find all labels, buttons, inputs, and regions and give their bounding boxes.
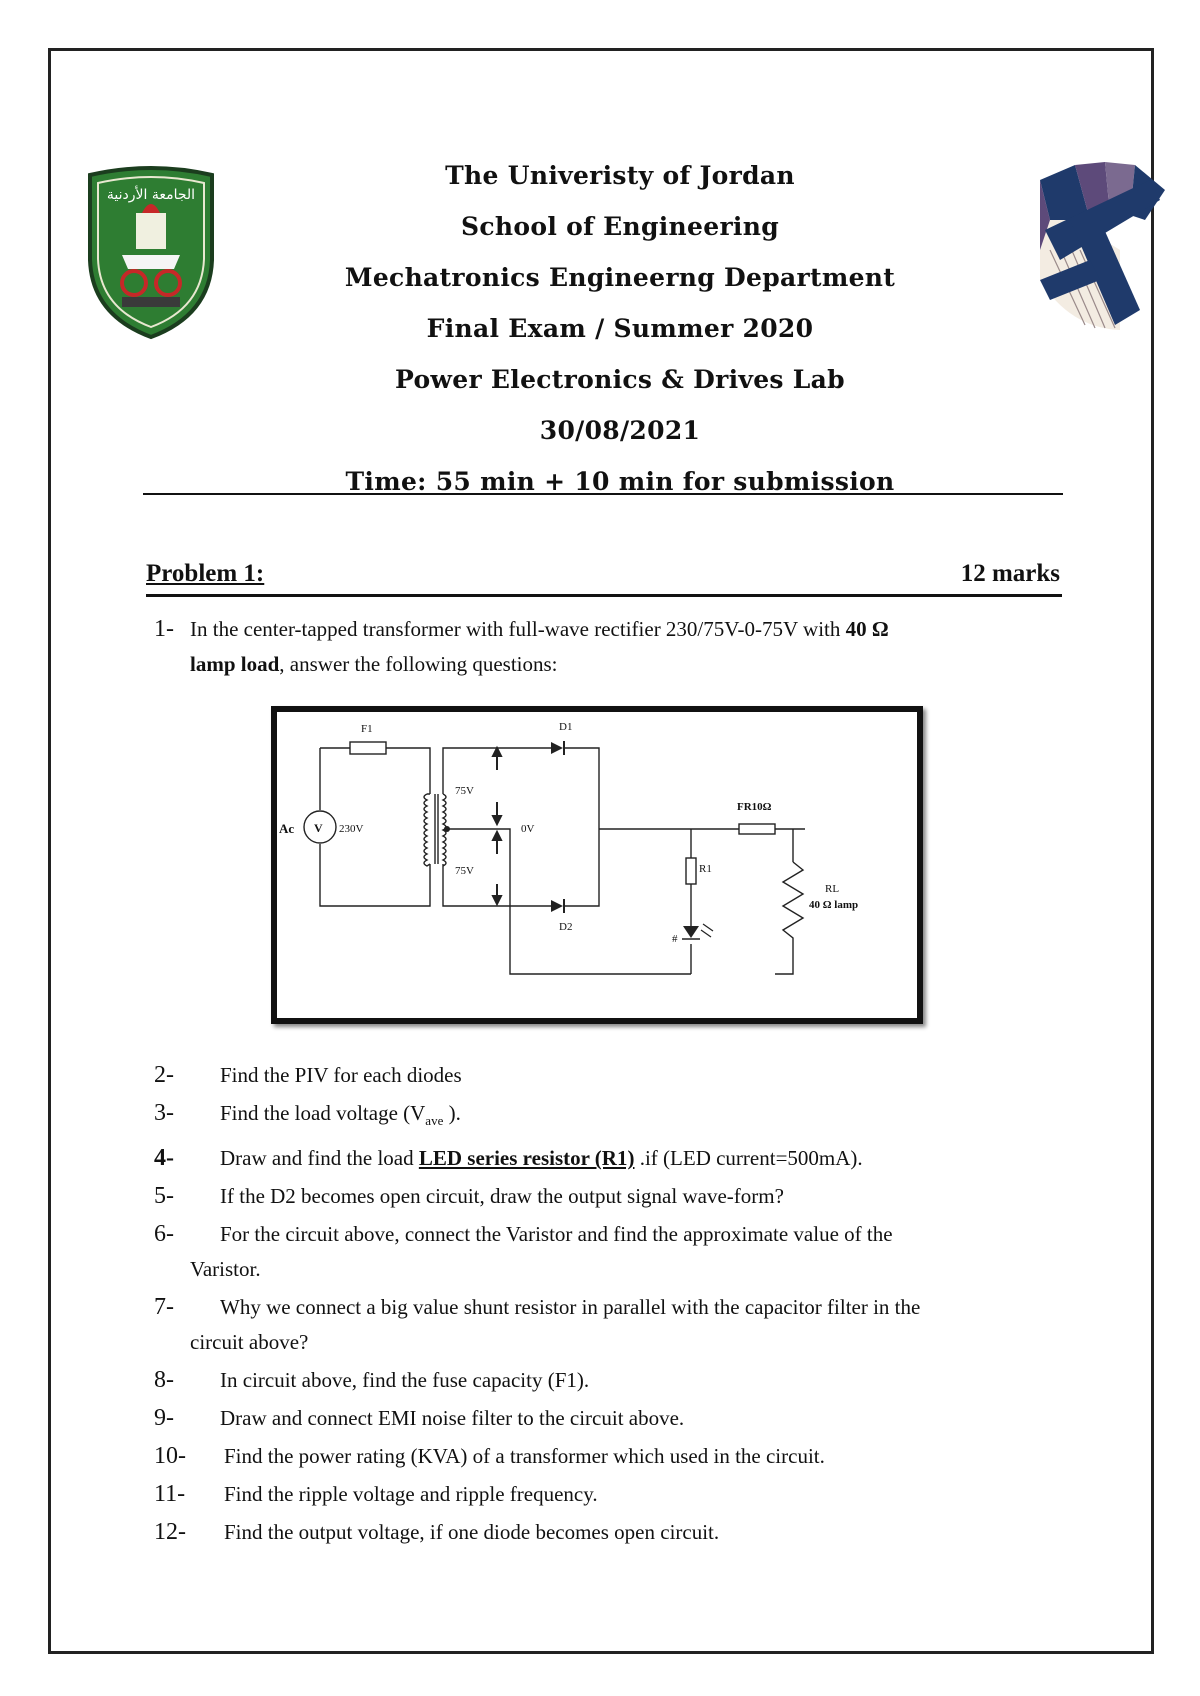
led-resistor-emphasis: LED series resistor (R1) [418,1146,635,1171]
logo-arabic-text: الجامعة الأردنية [106,187,196,203]
circuit-diagram [271,706,923,1024]
question-text-part: ). [443,1101,461,1125]
label-source-symbol: V [314,821,323,835]
fuse-resistor [739,824,775,834]
question-number: 9- [154,1405,174,1432]
question-text: If the D2 becomes open circuit, draw the output signal wave-form? [220,1184,784,1209]
label-led: # [672,933,678,945]
question-text [150,1141,1070,1176]
label-r1: R1 [699,863,712,875]
question-list [150,1058,1070,1553]
question-text-part: In the center-tapped transformer with full-wave rectifier 230/75V-0-75V with [190,617,846,641]
problem-title: Problem 1: [146,560,265,587]
question-text-continuation: circuit above? [190,1330,309,1355]
exam-header [150,150,1090,507]
question-text: Find the power rating (KVA) of a transformer which used in the circuit. [224,1444,825,1469]
question-number: 10- [154,1443,186,1470]
question-number: 7- [154,1294,174,1321]
question-text: Find the PIV for each diodes [220,1063,462,1087]
question-text-part: Draw and find the load [220,1146,419,1171]
diode-d1 [551,742,563,754]
label-upper-secondary: 75V [455,785,474,797]
question-number: 1- [154,616,174,642]
label-diode-d1: D1 [559,721,573,733]
question-text [190,612,1070,682]
question-text-part: , answer the following questions: [279,652,558,676]
question-7 [150,1290,1070,1360]
question-number: 12- [154,1519,186,1546]
question-number: 11- [154,1481,186,1508]
led [683,926,699,938]
question-text: Find the ripple voltage and ripple frequency. [224,1482,598,1507]
department-name: Mechatronics Engineerng Department [344,263,896,292]
label-fuse: F1 [361,723,373,735]
question-4 [150,1141,1070,1176]
exam-title: Final Exam / Summer 2020 [426,314,814,343]
question-number: 5- [154,1183,174,1210]
diode-d2 [551,900,563,912]
load-type: lamp load [190,652,280,676]
question-number: 3- [154,1100,174,1126]
exam-time: Time: 55 min + 10 min for submission [345,467,895,496]
problem-marks: 12 marks [960,560,1060,587]
label-load: RL [825,883,840,895]
question-text: Draw and connect EMI noise filter to the circuit above. [220,1406,685,1431]
label-diode-d2: D2 [559,921,573,933]
question-text: Why we connect a big value shunt resistor in parallel with the capacitor filter in the [220,1295,921,1320]
question-number: 6- [154,1221,174,1248]
label-center-tap: 0V [521,823,535,835]
question-text: In circuit above, find the fuse capacity (F1). [220,1368,590,1393]
question-number: 2- [154,1062,174,1088]
course-name: Power Electronics & Drives Lab [395,365,845,394]
question-3 [150,1096,1070,1138]
load-value: 40 Ω [845,617,889,641]
label-load-value: 40 Ω lamp [809,899,859,911]
question-number: 4- [154,1145,174,1172]
question-text-continuation: Varistor. [190,1257,261,1282]
question-text-part: .if (LED current=500mA). [634,1146,863,1171]
question-text: For the circuit above, connect the Varistor and find the approximate value of the [220,1222,893,1247]
problem-heading [146,560,1062,597]
question-5 [150,1179,1070,1214]
label-fuse-resistor: FR10Ω [737,801,772,813]
voltage-subscript: ave [425,1113,444,1129]
question-6 [150,1217,1070,1287]
exam-date: 30/08/2021 [539,416,701,445]
label-lower-secondary: 75V [455,865,474,877]
label-primary-voltage: 230V [339,823,364,835]
resistor-r1 [686,858,696,884]
label-source: Ac [279,821,295,836]
school-name: School of Engineering [461,212,779,241]
fuse-f1 [350,742,386,754]
university-name: The Univeristy of Jordan [445,161,795,190]
question-text: Find the output voltage, if one diode becomes open circuit. [224,1520,720,1545]
question-8 [150,1363,1070,1398]
question-text [150,1096,1070,1138]
question-text-part: Find the load voltage (V [220,1101,426,1125]
header-divider [143,493,1063,495]
question-11 [150,1477,1070,1512]
question-10 [150,1439,1070,1474]
question-number: 8- [154,1367,174,1394]
question-9 [150,1401,1070,1436]
question-12 [150,1515,1070,1550]
question-2 [150,1058,1070,1093]
